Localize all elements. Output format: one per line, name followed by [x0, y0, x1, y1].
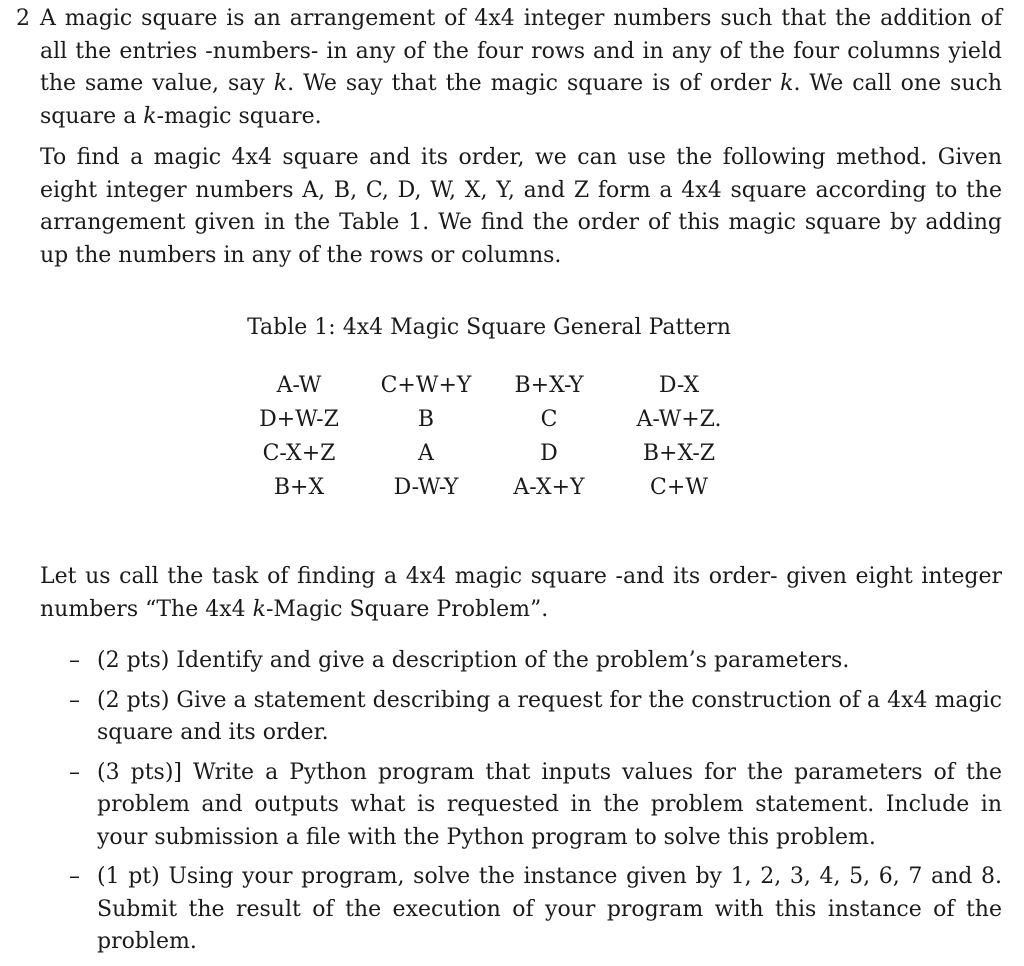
table-cell: D+W-Z — [259, 407, 339, 432]
list-item — [0, 645, 1002, 678]
table-cell: B — [417, 407, 435, 432]
dash-bullet: – — [69, 864, 80, 889]
table-row — [232, 369, 746, 403]
table-cell: C-X+Z — [262, 441, 336, 466]
k-variable: k — [143, 103, 157, 129]
table-cell: C+W — [650, 475, 708, 500]
intro-text-3: . We call one such square a — [40, 71, 1003, 129]
question-number: 2 — [16, 6, 30, 31]
k-variable: k — [780, 71, 794, 96]
method-paragraph: To find a magic 4x4 square and its order, we can use the following method. Given eight integer numbers A, B, C, D, W, X, Y, and Z form a 4x4 square according to the arrangement given in the Table 1. We find the order of this magic square by adding up the numbers in any of the rows or columns. — [40, 145, 1002, 268]
list-item — [0, 757, 1002, 855]
intro-paragraph — [40, 3, 1002, 133]
task-text: (3 pts)] Write a Python program that inputs values for the parameters of the problem and outputs what is requested in the problem statement. Include in your submission a file with the Python program to solve this problem. — [97, 759, 1002, 850]
magic-square-table — [232, 369, 746, 505]
intro-text-4: -magic square. — [156, 103, 322, 129]
table-cell: B+X-Y — [514, 373, 584, 398]
k-variable: k — [252, 596, 266, 622]
list-item — [0, 685, 1002, 750]
table-row — [232, 437, 746, 471]
table-row — [232, 403, 746, 437]
problem-text-1: Let us call the task of finding a 4x4 magic square -and its order- given eight integer numbers “The 4x4 — [40, 564, 1002, 622]
k-variable: k — [273, 71, 288, 96]
intro-text-2: . We say that the magic square is of order — [287, 71, 781, 96]
table-row — [232, 471, 746, 505]
table-cell: C+W+Y — [380, 373, 472, 398]
dash-bullet: – — [69, 648, 80, 673]
task-text: (2 pts) Identify and give a description of the problem’s parameters. — [97, 648, 850, 673]
table-caption: Table 1: 4x4 Magic Square General Pattern — [247, 315, 731, 340]
table-cell: A-X+Y — [513, 475, 585, 500]
table-cell: B+X-Z — [642, 441, 716, 466]
table-cell: C — [540, 407, 558, 432]
task-text: (1 pt) Using your program, solve the instance given by 1, 2, 3, 4, 5, 6, 7 and 8. Submit the result of the execution of your program with this instance of the problem. — [97, 864, 1002, 954]
problem-paragraph — [40, 561, 1002, 626]
table-cell: D-W-Y — [393, 475, 459, 500]
task-text: (2 pts) Give a statement describing a request for the construction of a 4x4 magic square and its order. — [97, 687, 1002, 745]
intro-text-1: A magic square is an arrangement of 4x4 integer numbers such that the addition of all the entries -numbers- in any of the four rows and in any of the four columns yield the same value, say — [40, 6, 1002, 96]
dash-bullet: – — [69, 687, 80, 713]
dash-bullet: – — [69, 759, 80, 785]
problem-text-2: -Magic Square Problem”. — [265, 596, 549, 622]
table-cell: A-W+Z. — [636, 407, 722, 432]
table-cell: A-W — [276, 373, 322, 398]
table-cell: B+X — [273, 475, 325, 500]
table-cell: A — [418, 441, 434, 466]
table-cell: D-X — [658, 373, 700, 398]
table-cell: D — [540, 441, 558, 466]
list-item — [0, 861, 1002, 959]
task-list — [0, 645, 1024, 966]
